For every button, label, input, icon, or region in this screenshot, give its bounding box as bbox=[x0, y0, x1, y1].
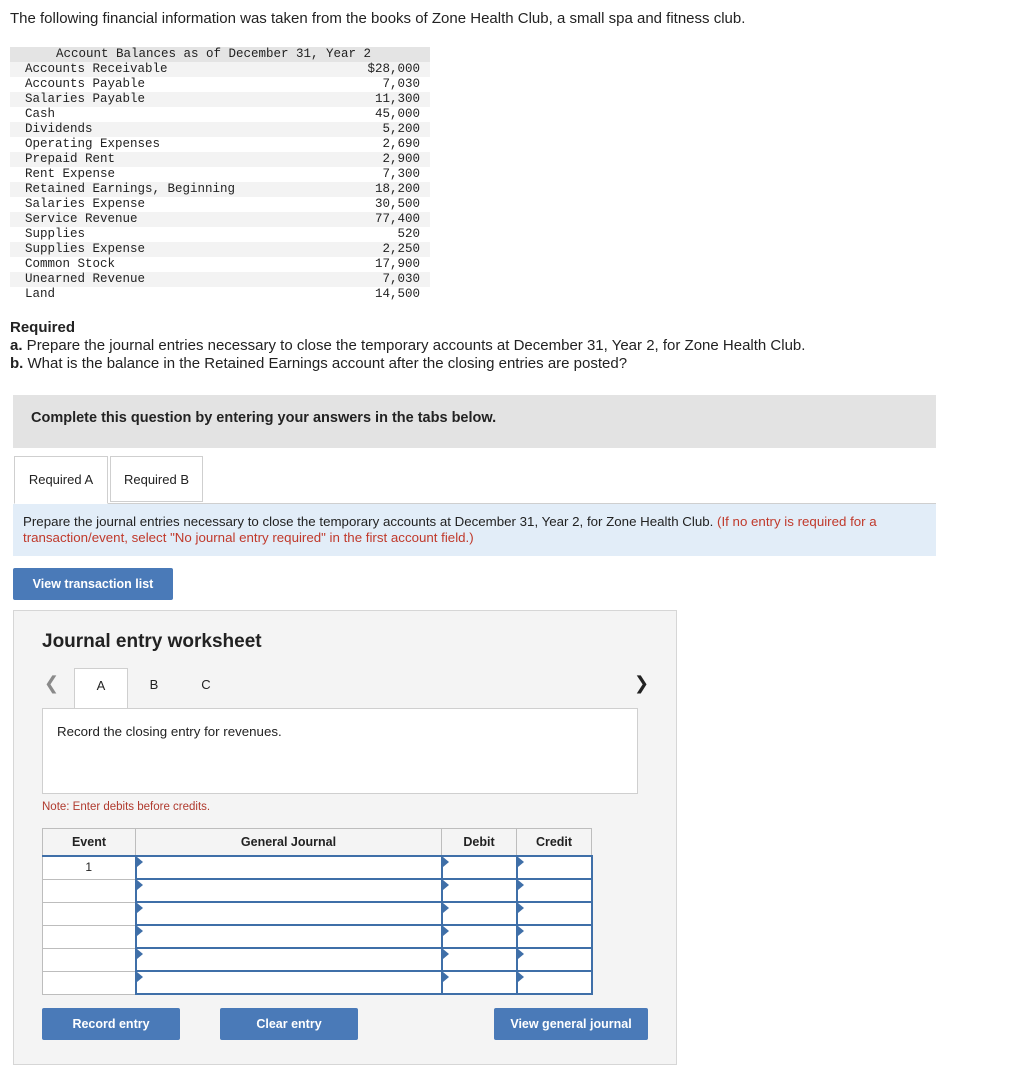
balance-row bbox=[10, 137, 430, 152]
input-marker-icon bbox=[443, 903, 449, 913]
instruction-text: Prepare the journal entries necessary to close the temporary accounts at December 31, Year 2, for Zone Health Club. bbox=[23, 514, 714, 529]
balance-amount: 7,030 bbox=[382, 77, 420, 91]
view-transaction-list-button[interactable]: View transaction list bbox=[13, 568, 173, 600]
balance-amount: $28,000 bbox=[367, 62, 420, 76]
input-marker-icon bbox=[518, 949, 524, 959]
required-a-text: Prepare the journal entries necessary to close the temporary accounts at December 31, Year 2, for Zone Health Club. bbox=[22, 337, 806, 354]
balance-row bbox=[10, 197, 430, 212]
balances-header: Account Balances as of December 31, Year 2 bbox=[10, 47, 430, 62]
credit-input[interactable] bbox=[517, 879, 592, 902]
balances-table bbox=[10, 47, 430, 302]
event-cell bbox=[43, 902, 136, 925]
chevron-left-icon[interactable]: ❮ bbox=[44, 673, 60, 693]
balance-row bbox=[10, 122, 430, 137]
intro-text: The following financial information was taken from the books of Zone Health Club, a small spa and fitness club. bbox=[10, 10, 746, 27]
input-marker-icon bbox=[518, 972, 524, 982]
input-marker-icon bbox=[137, 926, 143, 936]
account-select[interactable] bbox=[136, 856, 442, 879]
worksheet-prompt-box bbox=[42, 708, 638, 794]
table-row bbox=[43, 879, 592, 902]
account-select[interactable] bbox=[136, 879, 442, 902]
balance-account: Salaries Payable bbox=[25, 92, 146, 106]
input-marker-icon bbox=[518, 857, 524, 867]
credit-input[interactable] bbox=[517, 902, 592, 925]
balance-amount: 5,200 bbox=[382, 122, 420, 136]
balance-account: Supplies bbox=[25, 227, 86, 241]
balance-row bbox=[10, 152, 430, 167]
balance-row bbox=[10, 227, 430, 242]
worksheet-title: Journal entry worksheet bbox=[42, 631, 262, 652]
balance-row bbox=[10, 77, 430, 92]
balance-account: Unearned Revenue bbox=[25, 272, 146, 286]
debit-input[interactable] bbox=[442, 948, 517, 971]
credit-input[interactable] bbox=[517, 948, 592, 971]
event-cell bbox=[43, 879, 136, 902]
input-marker-icon bbox=[443, 926, 449, 936]
journal-table bbox=[42, 828, 593, 995]
balances-rows bbox=[10, 62, 430, 302]
event-cell bbox=[43, 925, 136, 948]
event-cell: 1 bbox=[43, 856, 136, 879]
balance-row bbox=[10, 257, 430, 272]
complete-question-text: Complete this question by entering your answers in the tabs below. bbox=[31, 410, 497, 426]
required-a bbox=[10, 337, 805, 355]
balance-account: Operating Expenses bbox=[25, 137, 161, 151]
balance-amount: 2,690 bbox=[382, 137, 420, 151]
debit-input[interactable] bbox=[442, 971, 517, 994]
input-marker-icon bbox=[137, 903, 143, 913]
balance-row bbox=[10, 62, 430, 77]
record-entry-button[interactable]: Record entry bbox=[42, 1008, 180, 1040]
balance-account: Common Stock bbox=[25, 257, 116, 271]
debit-input[interactable] bbox=[442, 902, 517, 925]
balance-account: Dividends bbox=[25, 122, 93, 136]
account-select[interactable] bbox=[136, 902, 442, 925]
instruction-note: (If no entry is required for a transaction/event, select "No journal entry required" in the first account field.) bbox=[23, 514, 877, 545]
balance-amount: 77,400 bbox=[374, 212, 420, 226]
debit-input[interactable] bbox=[442, 856, 517, 879]
input-marker-icon bbox=[137, 880, 143, 890]
tab-required-a[interactable]: Required A bbox=[14, 456, 108, 504]
balance-account: Service Revenue bbox=[25, 212, 138, 226]
account-select[interactable] bbox=[136, 971, 442, 994]
balance-row bbox=[10, 92, 430, 107]
balance-amount: 7,030 bbox=[382, 272, 420, 286]
balance-row bbox=[10, 182, 430, 197]
credit-input[interactable] bbox=[517, 925, 592, 948]
balance-amount: 11,300 bbox=[374, 92, 420, 106]
debit-input[interactable] bbox=[442, 879, 517, 902]
required-b-text: What is the balance in the Retained Earnings account after the closing entries are posted? bbox=[23, 355, 628, 372]
worksheet-tab-b[interactable]: B bbox=[149, 677, 159, 692]
input-marker-icon bbox=[518, 880, 524, 890]
account-select[interactable] bbox=[136, 925, 442, 948]
required-b bbox=[10, 355, 805, 373]
balance-account: Accounts Receivable bbox=[25, 62, 168, 76]
required-a-label: a. bbox=[10, 337, 23, 354]
clear-entry-button[interactable]: Clear entry bbox=[220, 1008, 358, 1040]
required-b-label: b. bbox=[10, 355, 24, 372]
required-section bbox=[10, 319, 805, 373]
balance-account: Salaries Expense bbox=[25, 197, 146, 211]
event-cell bbox=[43, 971, 136, 994]
balance-amount: 18,200 bbox=[374, 182, 420, 196]
input-marker-icon bbox=[137, 972, 143, 982]
balance-account: Land bbox=[25, 287, 56, 301]
balance-account: Prepaid Rent bbox=[25, 152, 116, 166]
balance-row bbox=[10, 242, 430, 257]
balance-amount: 30,500 bbox=[374, 197, 420, 211]
credit-input[interactable] bbox=[517, 971, 592, 994]
balance-amount: 520 bbox=[397, 227, 420, 241]
column-header-debit: Debit bbox=[442, 829, 517, 857]
balance-account: Cash bbox=[25, 107, 56, 121]
balance-account: Rent Expense bbox=[25, 167, 116, 181]
required-title: Required bbox=[10, 319, 76, 336]
view-general-journal-button[interactable]: View general journal bbox=[494, 1008, 648, 1040]
worksheet-note: Note: Enter debits before credits. bbox=[42, 801, 211, 813]
balance-row bbox=[10, 287, 430, 302]
event-cell bbox=[43, 948, 136, 971]
input-marker-icon bbox=[137, 857, 143, 867]
balance-amount: 45,000 bbox=[374, 107, 420, 121]
balance-row bbox=[10, 212, 430, 227]
input-marker-icon bbox=[443, 949, 449, 959]
balance-account: Accounts Payable bbox=[25, 77, 146, 91]
complete-question-bar bbox=[13, 395, 936, 448]
input-marker-icon bbox=[518, 903, 524, 913]
input-marker-icon bbox=[518, 926, 524, 936]
input-marker-icon bbox=[443, 972, 449, 982]
debit-input[interactable] bbox=[442, 925, 517, 948]
table-row bbox=[43, 948, 592, 971]
balance-amount: 14,500 bbox=[374, 287, 420, 301]
table-row bbox=[43, 971, 592, 994]
balance-amount: 17,900 bbox=[374, 257, 420, 271]
worksheet-tab-a[interactable]: A bbox=[74, 668, 128, 708]
table-row bbox=[43, 856, 592, 879]
journal-entry-worksheet bbox=[13, 610, 677, 1065]
balance-account: Supplies Expense bbox=[25, 242, 146, 256]
table-row bbox=[43, 925, 592, 948]
instruction-box bbox=[13, 504, 936, 556]
balance-amount: 2,900 bbox=[382, 152, 420, 166]
table-row bbox=[43, 902, 592, 925]
balance-amount: 2,250 bbox=[382, 242, 420, 256]
balance-row bbox=[10, 272, 430, 287]
tab-required-b[interactable]: Required B bbox=[110, 456, 203, 502]
credit-input[interactable] bbox=[517, 856, 592, 879]
balance-row bbox=[10, 167, 430, 182]
column-header-credit: Credit bbox=[517, 829, 592, 857]
balance-row bbox=[10, 107, 430, 122]
input-marker-icon bbox=[137, 949, 143, 959]
balance-account: Retained Earnings, Beginning bbox=[25, 182, 236, 196]
column-header-general-journal: General Journal bbox=[136, 829, 442, 857]
input-marker-icon bbox=[443, 880, 449, 890]
input-marker-icon bbox=[443, 857, 449, 867]
worksheet-prompt: Record the closing entry for revenues. bbox=[57, 724, 282, 739]
worksheet-tab-c[interactable]: C bbox=[201, 677, 211, 692]
column-header-event: Event bbox=[43, 829, 136, 857]
chevron-right-icon[interactable]: ❯ bbox=[634, 673, 650, 693]
balance-amount: 7,300 bbox=[382, 167, 420, 181]
account-select[interactable] bbox=[136, 948, 442, 971]
